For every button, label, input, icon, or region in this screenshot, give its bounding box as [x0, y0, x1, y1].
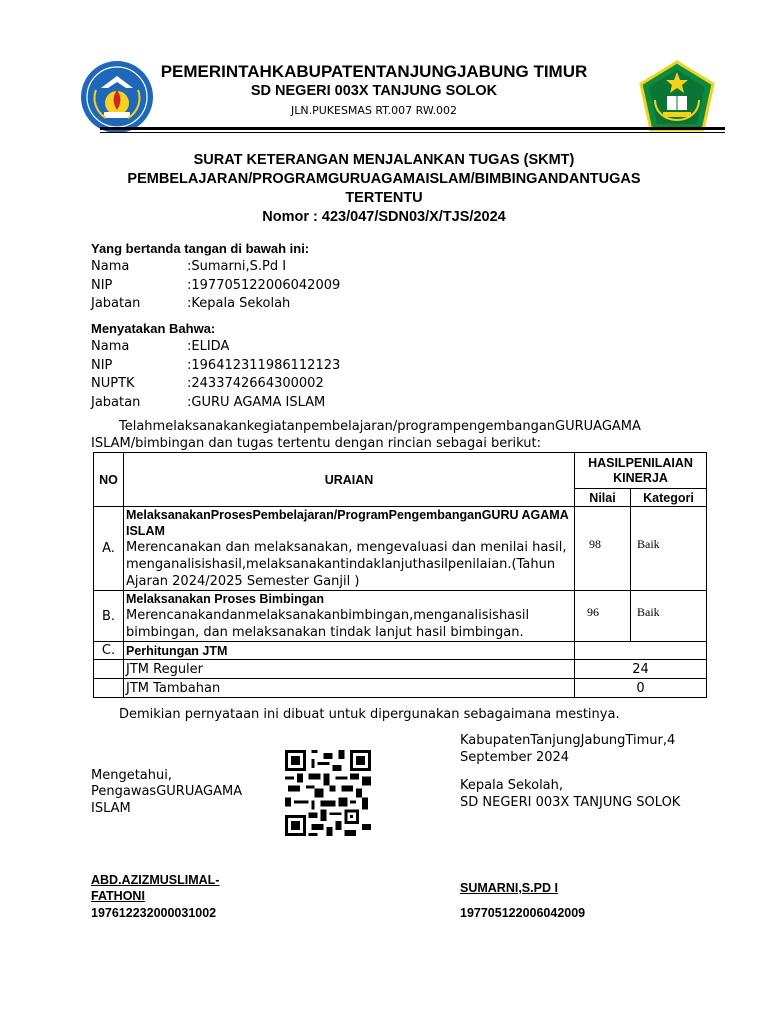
row-nilai: 98: [575, 507, 631, 591]
col-header-uraian: URAIAN: [124, 453, 575, 507]
row-number: A.: [94, 507, 124, 591]
jtm-reguler-value: 24: [575, 660, 707, 679]
signer-heading: Yang bertanda tangan di bawah ini:: [91, 241, 310, 256]
field-value: :GURU AGAMA ISLAM: [187, 395, 326, 410]
row-number: C.: [94, 642, 124, 660]
field-label: NIP: [91, 278, 113, 293]
principal-role-line2: SD NEGERI 003X TANJUNG SOLOK: [460, 795, 681, 810]
header-divider-thick: [100, 127, 725, 130]
jtm-tambahan-value: 0: [575, 679, 707, 698]
row-kategori: Baik: [631, 507, 707, 591]
document-number: Nomor : 423/047/SDN03/X/TJS/2024: [262, 209, 506, 225]
subject-row: [91, 358, 391, 376]
header-divider-thin: [100, 132, 725, 133]
principal-name: SUMARNI,S.PD I: [460, 881, 558, 895]
subject-row: [91, 339, 391, 357]
subject-heading: Menyatakan Bahwa:: [91, 321, 216, 336]
letterhead-government: PEMERINTAHKABUPATENTANJUNGJABUNG TIMUR: [160, 62, 588, 81]
col-header-kategori: Kategori: [631, 489, 707, 507]
closing-statement: Demikian pernyataan ini dibuat untuk dipergunakan sebagaimana mestinya.: [119, 707, 620, 722]
row-kategori: Baik: [631, 591, 707, 642]
field-value: :2433742664300002: [187, 376, 324, 391]
document-title-line2: PEMBELAJARAN/PROGRAMGURUAGAMAISLAM/BIMBINGANDANTUGAS: [127, 171, 641, 187]
table-row: [94, 507, 707, 591]
intro-line2: ISLAM/bimbingan dan tugas tertentu dengan rincian sebagai berikut:: [91, 436, 542, 451]
intro-line1: Telahmelaksanakankegiatanpembelajaran/programpengembanganGURUAGAMA: [119, 419, 641, 434]
supervisor-line3: ISLAM: [91, 801, 131, 816]
qr-code-icon: [285, 750, 371, 836]
letterhead-school: SD NEGERI 003X TANJUNG SOLOK: [250, 83, 498, 99]
empty-cell: [94, 679, 124, 698]
supervisor-line1: Mengetahui,: [91, 768, 172, 783]
signer-row: [91, 278, 391, 296]
col-header-nilai: Nilai: [575, 489, 631, 507]
signer-row: [91, 259, 391, 277]
field-label: Jabatan: [91, 296, 141, 311]
letterhead-address: JLN.PUKESMAS RT.007 RW.002: [291, 104, 457, 117]
row-title: Melaksanakan Proses Bimbingan: [126, 592, 324, 606]
col-header-hasil: HASILPENILAIAN KINERJA: [575, 453, 707, 489]
row-description: Merencanakandanmelaksanakanbimbingan,menganalisishasil bimbingan, dan melaksanakan tindak lanjut hasil bimbingan.: [126, 608, 530, 640]
kemenag-emblem-icon: [637, 60, 717, 136]
document-title-line3: TERTENTU: [345, 190, 423, 206]
row-nilai: 96: [575, 591, 631, 642]
empty-cell: [94, 660, 124, 679]
col-header-no: NO: [94, 453, 124, 507]
field-label: NUPTK: [91, 376, 135, 391]
field-value: :197705122006042009: [187, 278, 341, 293]
document-title-line1: SURAT KETERANGAN MENJALANKAN TUGAS (SKMT): [193, 152, 575, 168]
field-value: :196412311986112123: [187, 358, 341, 373]
row-number: B.: [94, 591, 124, 642]
field-label: NIP: [91, 358, 113, 373]
table-row: [94, 679, 707, 698]
field-label: Nama: [91, 339, 130, 354]
principal-role-line1: Kepala Sekolah,: [460, 778, 564, 793]
field-value: :Sumarni,S.Pd I: [187, 259, 287, 274]
supervisor-name-line2: FATHONI: [91, 889, 145, 903]
jtm-reguler-label: JTM Reguler: [124, 660, 575, 679]
principal-nip: 197705122006042009: [460, 906, 586, 920]
row-description: Merencanakan dan melaksanakan, mengevaluasi dan menilai hasil, menganalisishasil,melaksanakantindaklanjuthasilpenilaian.(Tahun Ajaran 2024/2025 Semester Ganjil ): [126, 540, 567, 589]
subject-row: [91, 395, 391, 413]
field-label: Nama: [91, 259, 130, 274]
place-date-line2: September 2024: [460, 750, 570, 765]
empty-cell: [575, 642, 707, 660]
field-value: :Kepala Sekolah: [187, 296, 291, 311]
signer-row: [91, 296, 391, 314]
row-title: MelaksanakanProsesPembelajaran/ProgramPengembanganGURU AGAMA ISLAM: [126, 508, 569, 538]
table-row: [94, 591, 707, 642]
field-label: Jabatan: [91, 395, 141, 410]
table-row: [94, 660, 707, 679]
jtm-tambahan-label: JTM Tambahan: [124, 679, 575, 698]
place-date-line1: KabupatenTanjungJabungTimur,4: [460, 733, 676, 748]
supervisor-nip: 197612232000031002: [91, 906, 217, 920]
subject-row: [91, 376, 391, 394]
supervisor-name-line1: ABD.AZIZMUSLIMAL-: [91, 873, 220, 887]
performance-table: [93, 452, 707, 698]
field-value: :ELIDA: [187, 339, 230, 354]
supervisor-line2: PengawasGURUAGAMA: [91, 784, 243, 799]
table-row: [94, 642, 707, 660]
row-title: Perhitungan JTM: [124, 642, 575, 660]
